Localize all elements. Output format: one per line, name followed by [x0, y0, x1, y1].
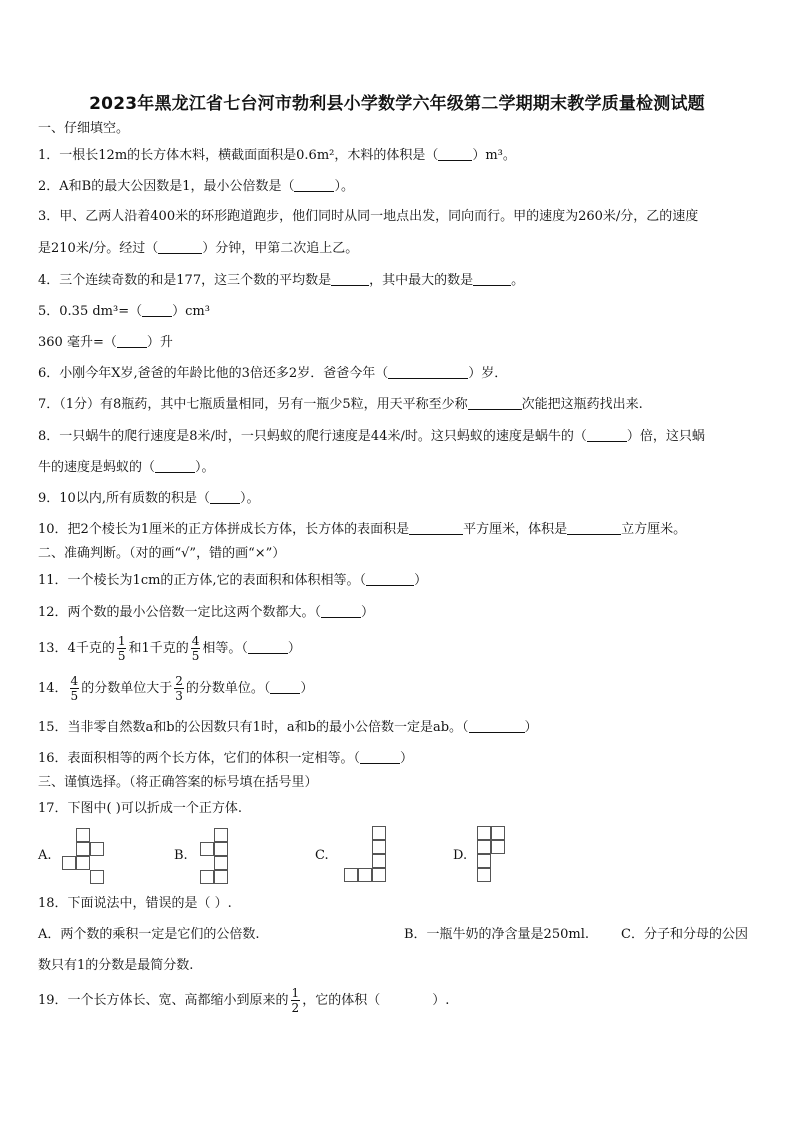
question-2: 2．A和B的最大公因数是1，最小公倍数是（ ）。: [38, 179, 354, 194]
answer-blank[interactable]: [469, 718, 525, 733]
question-6: 6．小刚今年X岁,爸爸的年龄比他的3倍还多2岁．爸爸今年（ ）岁．: [38, 366, 508, 381]
answer-blank[interactable]: [331, 271, 369, 286]
net-square: [372, 868, 386, 882]
net-square: [491, 840, 505, 854]
net-square: [214, 856, 228, 870]
net-square: [90, 842, 104, 856]
answer-blank[interactable]: [210, 489, 240, 504]
question-1: 1．一根长12m的长方体木料，横截面面积是0.6m²，木料的体积是（ ）m³。: [38, 148, 516, 163]
fraction: $\frac{1}{5}$: [117, 634, 126, 663]
answer-blank[interactable]: [468, 395, 522, 410]
question-5-part-2: 360 毫升=（ ）升: [38, 335, 173, 350]
question-10: 10．把2个棱长为1厘米的正方体拼成长方体，长方体的表面积是 平方厘米，体积是 立方厘米。: [38, 522, 687, 537]
option-c-label[interactable]: C.: [315, 848, 329, 863]
answer-blank[interactable]: [567, 520, 621, 535]
net-square: [372, 854, 386, 868]
fraction: $\frac{2}{3}$: [175, 674, 183, 703]
answer-blank[interactable]: [155, 458, 195, 473]
net-square: [477, 854, 491, 868]
net-square: [477, 840, 491, 854]
question-18: 18．下面说法中，错误的是（ ）.: [38, 896, 232, 911]
question-3-line-2: 是210米/分。经过（ ）分钟，甲第二次追上乙。: [38, 241, 359, 256]
net-square: [477, 826, 491, 840]
question-18-option-b[interactable]: B．一瓶牛奶的净含量是250ml.: [404, 927, 589, 942]
net-square: [344, 868, 358, 882]
net-square: [200, 870, 214, 884]
net-square: [76, 828, 90, 842]
question-7: 7．（1分）有8瓶药，其中七瓶质量相同，另有一瓶少5粒，用天平称至少称 次能把这瓶药找出来.: [38, 397, 643, 412]
question-13: 13．4千克的 $\frac{1}{5}$ 和1千克的 $\frac{4}{5}$ 相等。（ ）: [38, 634, 301, 663]
fraction: $\frac{1}{2}$: [291, 986, 300, 1015]
answer-blank[interactable]: [388, 364, 468, 379]
net-square: [214, 828, 228, 842]
option-a-label[interactable]: A.: [38, 848, 52, 863]
answer-blank[interactable]: [587, 427, 627, 442]
question-5: 5．0.35 dm³=（ ）cm³: [38, 304, 210, 319]
answer-blank[interactable]: [117, 333, 147, 348]
answer-blank[interactable]: [248, 639, 288, 654]
question-17: 17．下图中( )可以折成一个正方体.: [38, 801, 242, 816]
net-square: [76, 856, 90, 870]
net-square: [358, 868, 372, 882]
question-16: 16．表面积相等的两个长方体，它们的体积一定相等。（ ）: [38, 751, 414, 766]
question-15: 15．当非零自然数a和b的公因数只有1时，a和b的最小公倍数一定是ab。（ ）: [38, 720, 538, 735]
option-b-label[interactable]: B.: [174, 848, 188, 863]
question-18-option-a[interactable]: A．两个数的乘积一定是它们的公倍数.: [38, 927, 260, 942]
question-12: 12．两个数的最小公倍数一定比这两个数都大。（ ）: [38, 605, 375, 620]
fraction: $\frac{4}{5}$: [191, 634, 200, 663]
net-square: [491, 826, 505, 840]
answer-blank[interactable]: [360, 749, 400, 764]
net-square: [214, 842, 228, 856]
option-d-label[interactable]: D.: [453, 848, 468, 863]
net-square: [200, 842, 214, 856]
answer-blank[interactable]: [321, 603, 361, 618]
fraction: $\frac{4}{5}$: [70, 674, 79, 703]
answer-blank[interactable]: [438, 146, 472, 161]
answer-blank[interactable]: [158, 239, 202, 254]
page-title: 2023年黑龙江省七台河市勃利县小学数学六年级第二学期期末教学质量检测试题: [89, 94, 705, 114]
answer-blank[interactable]: [409, 520, 463, 535]
net-square: [90, 870, 104, 884]
answer-blank[interactable]: [142, 302, 172, 317]
question-14: 14． $\frac{4}{5}$ 的分数单位大于 $\frac{2}{3}$ 的分数单位。（ ）: [38, 674, 314, 703]
answer-blank[interactable]: [270, 679, 300, 694]
question-19: 19．一个长方体长、宽、高都缩小到原来的 $\frac{1}{2}$ ，它的体积（ ）.: [38, 986, 450, 1015]
question-18-option-c[interactable]: C．分子和分母的公因: [621, 927, 748, 942]
question-18-option-c-cont: 数只有1的分数是最简分数.: [38, 958, 194, 973]
net-square: [372, 840, 386, 854]
section-3-heading: 三、谨慎选择。（将正确答案的标号填在括号里）: [38, 775, 318, 790]
question-8-line-1: 8．一只蜗牛的爬行速度是8米/时，一只蚂蚁的爬行速度是44米/时。这只蚂蚁的速度是蜗牛的（ ）倍，这只蜗: [38, 429, 705, 444]
section-1-heading: 一、仔细填空。: [38, 121, 130, 136]
answer-blank[interactable]: [366, 571, 414, 586]
question-8-line-2: 牛的速度是蚂蚁的（ ）。: [38, 460, 215, 475]
question-9: 9．10以内,所有质数的积是（ ）。: [38, 491, 260, 506]
answer-blank[interactable]: [473, 271, 511, 286]
net-square: [477, 868, 491, 882]
net-square: [62, 856, 76, 870]
net-square: [372, 826, 386, 840]
answer-blank[interactable]: [294, 177, 334, 192]
question-3-line-1: 3．甲、乙两人沿着400米的环形跑道跑步，他们同时从同一地点出发，同向而行。甲的速度为260米/分，乙的速度: [38, 209, 699, 224]
question-11: 11．一个棱长为1cm的正方体,它的表面积和体积相等。（ ）: [38, 573, 428, 588]
net-square: [76, 842, 90, 856]
section-2-heading: 二、准确判断。（对的画“√”，错的画“×”）: [38, 546, 286, 561]
question-4: 4．三个连续奇数的和是177，这三个数的平均数是 ，其中最大的数是 。: [38, 273, 525, 288]
net-square: [214, 870, 228, 884]
